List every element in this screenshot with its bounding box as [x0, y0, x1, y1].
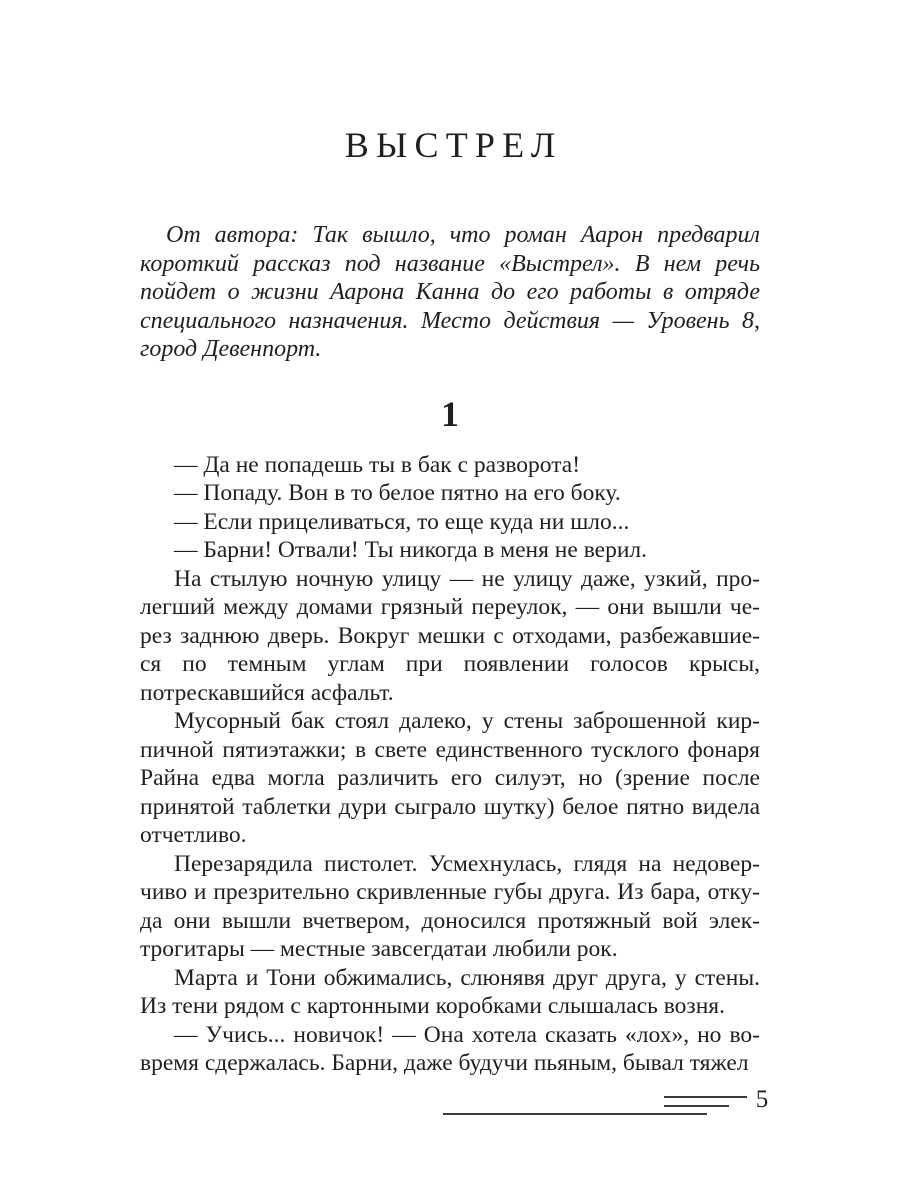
text-line: принятой таблетки дури сыграло шутку) белое пятно видела — [140, 793, 760, 820]
text-line: да они вышли вчетвером, доносился протяжный вой элек- — [140, 907, 760, 934]
author-note-line: пойдет о жизни Аарона Канна до его работы в отряде — [140, 279, 760, 306]
author-note-line: специального назначения. Место действия — Уровень 8, — [140, 307, 760, 334]
text-line: На стылую ночную улицу — не улицу даже, узкий, про- — [174, 565, 760, 592]
text-line: Перезарядила пистолет. Усмехнулась, глядя на недовер- — [174, 850, 760, 877]
paragraph — [140, 707, 760, 850]
footer-rule-short-mid — [664, 1105, 729, 1107]
text-line: Из тени рядом с картонными коробками слышалась возня. — [140, 993, 725, 1020]
text-line: — Барни! Отвали! Ты никогда в меня не верил. — [174, 537, 648, 564]
author-note-line: От автора: Так вышло, что роман Аарон предварил — [166, 222, 760, 248]
footer-rule-long — [443, 1113, 707, 1115]
paragraph — [140, 479, 760, 508]
text-line: легший между домами грязный переулок, — они вышли че- — [140, 594, 760, 621]
text-line: отчетливо. — [140, 822, 247, 849]
paragraph — [140, 536, 760, 565]
text-line: Мусорный бак стоял далеко, у стены заброшенной кир- — [174, 708, 760, 735]
page-number: 5 — [755, 1086, 769, 1113]
author-note-line: город Девенпорт. — [140, 336, 322, 363]
paragraph — [140, 508, 760, 537]
story-title: ВЫСТРЕЛ — [344, 125, 563, 165]
text-line: — Если прицеливаться, то еще куда ни шло... — [174, 508, 630, 535]
text-line: рез заднюю дверь. Вокруг мешки с отходами, разбежавшие- — [140, 622, 760, 649]
author-note-line: короткий рассказ под название «Выстрел». В нем речь — [140, 250, 760, 277]
paragraph — [140, 850, 760, 964]
text-line: пичной пятиэтажки; в свете единственного тусклого фонаря — [140, 736, 760, 763]
text-line: — Учись... новичок! — Она хотела сказать «лох», но во- — [174, 1021, 760, 1048]
story-text — [140, 451, 760, 1078]
author-note — [140, 221, 760, 364]
text-line: ся по темным углам при появлении голосов крысы, — [140, 651, 760, 678]
text-line: Райна едва могла различить его силуэт, но (зрение после — [140, 765, 760, 792]
paragraph — [140, 451, 760, 480]
text-line: Марта и Тони обжимались, слюнявя друг друга, у стены. — [174, 964, 760, 991]
text-line: время сдержалась. Барни, даже будучи пьяным, бывал тяжел — [140, 1050, 749, 1077]
footer-rule-short-top — [664, 1096, 747, 1098]
text-line: потрескавшийся асфальт. — [140, 679, 394, 706]
paragraph — [140, 565, 760, 708]
text-line: — Попаду. Вон в то белое пятно на его боку. — [174, 480, 621, 507]
chapter-number: 1 — [441, 393, 459, 434]
text-line: чиво и презрительно скривленные губы друга. Из бара, отку- — [140, 879, 760, 906]
paragraph — [140, 964, 760, 1021]
text-line: трогитары — местные завсегдатаи любили рок. — [140, 936, 618, 963]
paragraph — [140, 1021, 760, 1078]
text-line: — Да не попадешь ты в бак с разворота! — [174, 451, 581, 478]
